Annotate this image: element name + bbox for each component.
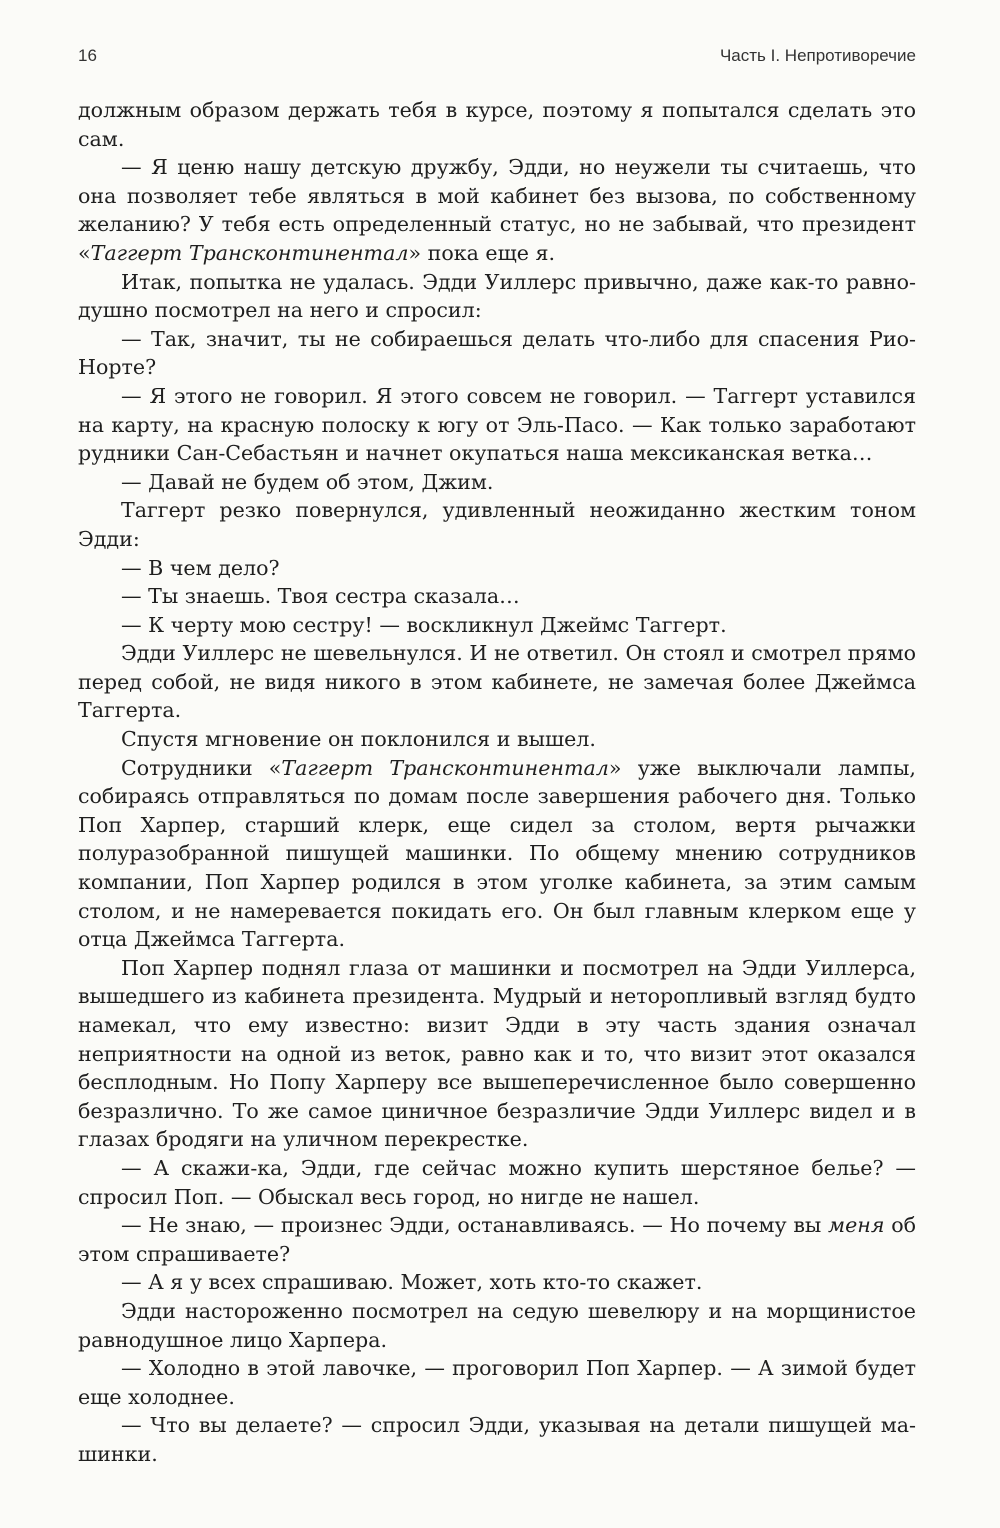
- text-run: — Я этого не говорил. Я этого совсем не говорил. — Таггерт уставился на карту, на красную полоску к югу от Эль-Пасо. — Как только заработают рудники Сан-Себастьян и начнет окупаться наша мексиканская ветка…: [78, 383, 916, 466]
- text-run: Итак, попытка не удалась. Эдди Уиллерс привычно, даже как-то равнодушно посмотрел на него и спросил:: [78, 269, 916, 323]
- text-run: — Холодно в этой лавочке, — проговорил Поп Харпер. — А зимой будет еще холоднее.: [78, 1356, 916, 1409]
- italic-text: Таггерт Трансконтинентал: [90, 240, 409, 265]
- paragraph: [78, 1297, 916, 1354]
- paragraph: [78, 582, 916, 611]
- italic-text: Таггерт Трансконтинентал: [281, 755, 609, 780]
- text-run: — Давай не будем об этом, Джим.: [121, 469, 494, 494]
- paragraph: [78, 1154, 916, 1211]
- paragraph: [78, 954, 916, 1154]
- text-run: » уже выключали лампы, собираясь отправляться по домам после завершения рабочего дня. Только Поп Харпер, старший клерк, еще сидел за столом, вертя рычажки полуразобранной пишущей машинки. По общему мнению сотрудников компании, Поп Харпер родился в этом уголке кабинета, за этим самым столом, и не намеревается покидать его. Он был главным клерком еще у отца Джеймса Таггерта.: [78, 755, 916, 952]
- paragraph: [78, 468, 916, 497]
- text-run: должным образом держать тебя в курсе, поэтому я попытался сделать это сам.: [78, 98, 916, 151]
- paragraph: [78, 96, 916, 153]
- text-run: Сотрудники «: [121, 755, 282, 780]
- paragraph: [78, 754, 916, 954]
- text-run: — Ты знаешь. Твоя сестра сказала…: [121, 584, 520, 609]
- text-run: об этом спрашиваете?: [78, 1213, 916, 1266]
- paragraph: [78, 153, 916, 267]
- text-run: — А я у всех спрашиваю. Может, хоть кто-то скажет.: [121, 1270, 703, 1295]
- body-text: [78, 96, 916, 1469]
- text-run: Поп Харпер поднял глаза от машинки и посмотрел на Эдди Уиллерса, вышедшего из кабинета президента. Мудрый и неторопливый взгляд будто намекал, что ему известно: визит Эдди в эту часть здания означал неприятности на одной из веток, равно как и то, что визит этот оказался бесплодным. Но Попу Харперу все вышеперечисленное было совершенно безразлично. То же самое циничное безразличие Эдди Уиллерс видел и в глазах бродяги на уличном перекрестке.: [78, 955, 916, 1152]
- paragraph: [78, 325, 916, 382]
- paragraph: [78, 496, 916, 553]
- text-run: — Так, значит, ты не собираешься делать что-либо для спасения Рио-Норте?: [78, 326, 916, 380]
- text-run: — Я ценю нашу детскую дружбу, Эдди, но неужели ты считаешь, что она позволяет тебе являться в мой кабинет без вызова, по собственному желанию? У тебя есть определенный статус, но не забывай, что президент «: [78, 155, 916, 265]
- text-run: » пока еще я.: [408, 240, 556, 265]
- paragraph: [78, 1268, 916, 1297]
- text-run: — В чем дело?: [121, 555, 280, 580]
- page-header: [78, 46, 916, 70]
- text-run: Эдди настороженно посмотрел на седую шевелюру и на морщинистое равнодушное лицо Харпера.: [78, 1298, 916, 1352]
- running-head: Часть I. Непротиворечие: [719, 46, 916, 65]
- paragraph: [78, 725, 916, 754]
- paragraph: [78, 1211, 916, 1268]
- text-run: Таггерт резко повернулся, удивленный неожиданно жестким тоном Эдди:: [78, 498, 916, 551]
- paragraph: [78, 554, 916, 583]
- text-run: Эдди Уиллерс не шевельнулся. И не ответил. Он стоял и смотрел прямо перед собой, не видя никого в этом кабинете, не замечая более Джеймса Таггерта.: [78, 641, 916, 723]
- text-run: — К черту мою сестру! — воскликнул Джеймс Таггерт.: [121, 612, 727, 637]
- text-run: — Что вы делаете? — спросил Эдди, указывая на детали пишущей машинки.: [78, 1413, 916, 1466]
- paragraph: [78, 639, 916, 725]
- paragraph: [78, 268, 916, 325]
- text-run: — А скажи-ка, Эдди, где сейчас можно купить шерстяное белье? — спросил Поп. — Обыскал весь город, но нигде не нашел.: [78, 1155, 916, 1209]
- text-run: Спустя мгновение он поклонился и вышел.: [121, 727, 596, 752]
- paragraph: [78, 382, 916, 468]
- paragraph: [78, 1411, 916, 1468]
- italic-text: меня: [828, 1213, 885, 1238]
- text-run: — Не знаю, — произнес Эдди, останавливаясь. — Но почему вы: [121, 1213, 829, 1238]
- page-number: 16: [78, 46, 97, 65]
- paragraph: [78, 611, 916, 640]
- paragraph: [78, 1354, 916, 1411]
